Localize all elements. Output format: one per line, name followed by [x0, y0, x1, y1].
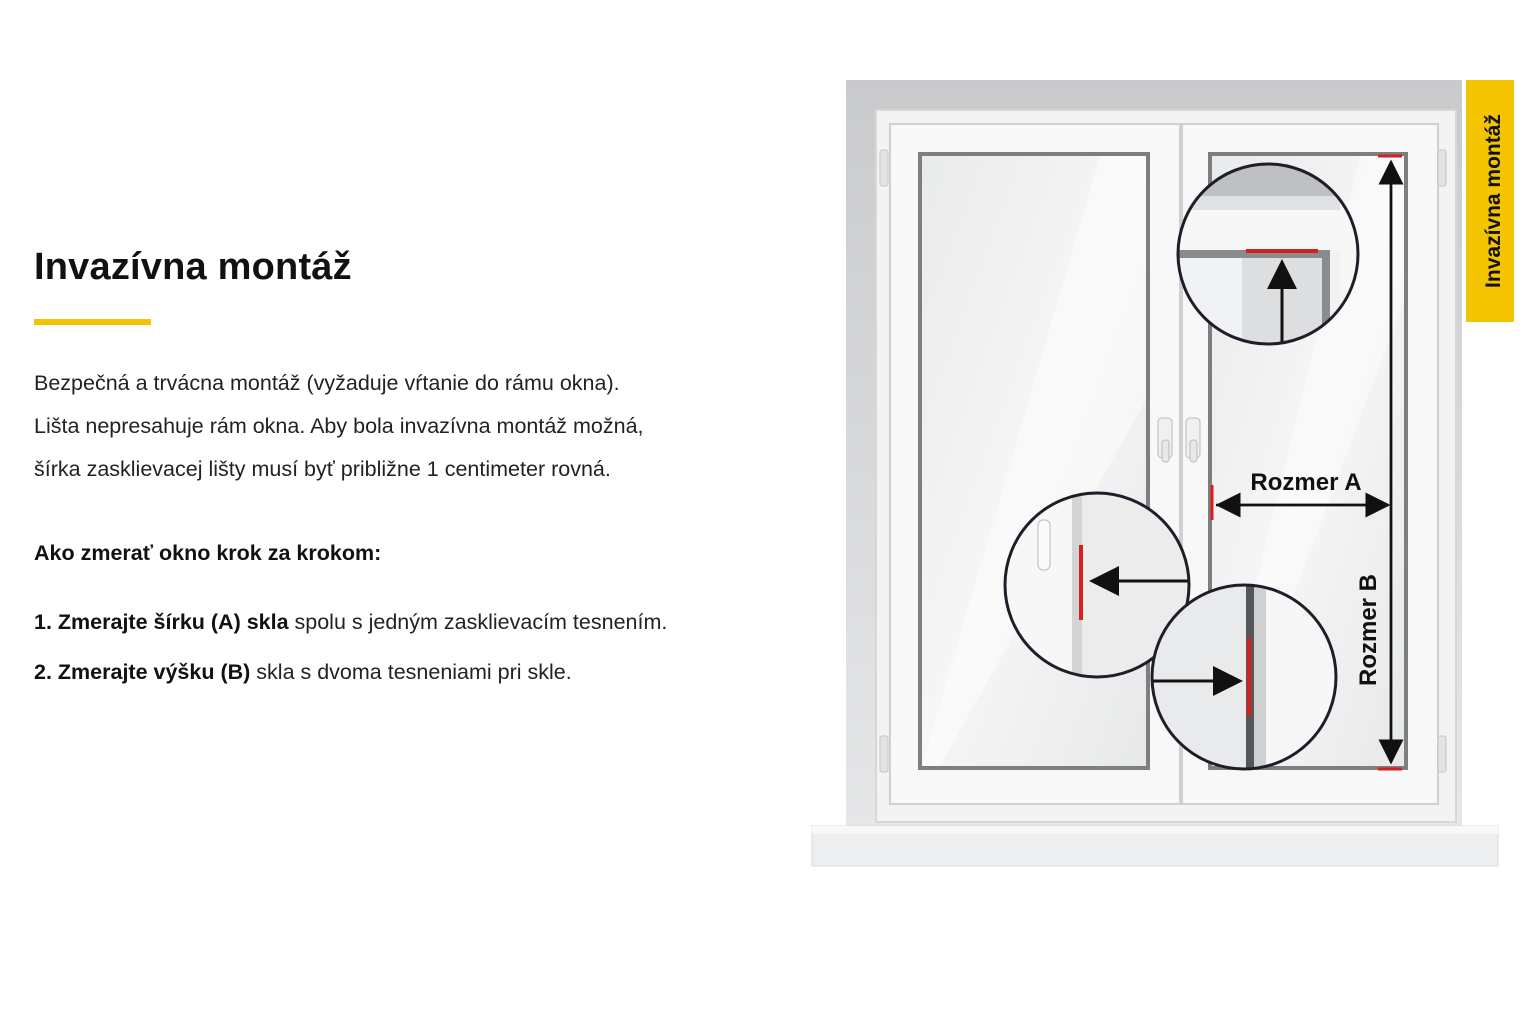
- step-number: 2.: [34, 660, 52, 684]
- step-text: spolu s jedným zasklievacím tesnením.: [288, 610, 668, 634]
- step-text: skla s dvoma tesneniami pri skle.: [250, 660, 572, 684]
- intro-line: šírka zasklievacej lišty musí byť približne 1 centimeter rovná.: [34, 457, 611, 481]
- step-item: [34, 652, 667, 702]
- intro-line: Bezpečná a trvácna montáž (vyžaduje vŕtanie do rámu okna).: [34, 371, 620, 395]
- step-item: [34, 602, 667, 652]
- dimension-b-label: Rozmer B: [1355, 573, 1382, 687]
- intro-paragraph: [34, 362, 814, 491]
- badge-label: Invazívna montáž: [1482, 114, 1505, 288]
- steps-list: [34, 602, 667, 702]
- step-bold-text: Zmerajte šírku (A) skla: [57, 610, 289, 634]
- step-number: 1.: [34, 610, 52, 634]
- window-measurement-illustration: [800, 60, 1520, 880]
- page-title: Invazívna montáž: [34, 246, 352, 288]
- dimension-a-label: Rozmer A: [1250, 469, 1362, 496]
- steps-heading: Ako zmerať okno krok za krokom:: [34, 541, 382, 565]
- title-underline: [34, 319, 151, 325]
- step-bold-text: Zmerajte výšku (B): [57, 660, 251, 684]
- intro-line: Lišta nepresahuje rám okna. Aby bola invazívna montáž možná,: [34, 414, 644, 438]
- window-diagram: [800, 60, 1520, 880]
